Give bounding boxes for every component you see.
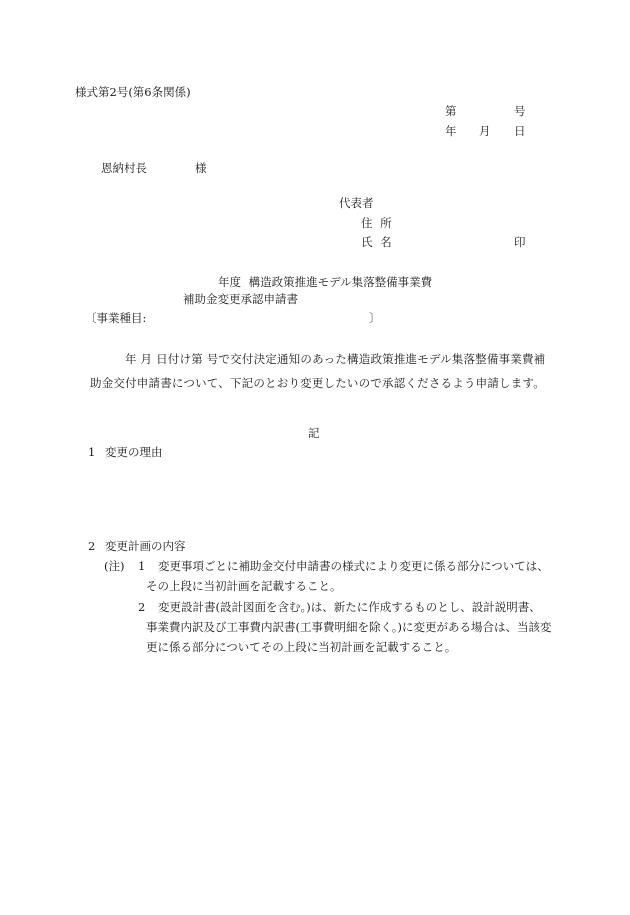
addressee-name: 恩納村長 [101,161,147,175]
project-type-close: 〕 [369,311,381,325]
note-2-number: 2 [138,600,146,614]
date-day: 日 [514,124,526,138]
ref-go: 号 [514,104,526,118]
name-label: 氏 名 [361,235,392,249]
ki-mark: 記 [308,426,320,440]
body-paragraph: 年 月 日付け第 号で交付決定通知のあった構造政策推進モデル集落整備事業費補助金交付申請書について、下記のとおり変更したいので承認くださるよう申請します。 [90,352,546,390]
note-1-number: 1 [138,559,146,573]
document-title-line2: 補助金変更承認申請書 [183,292,298,306]
section-change-reason: 1 変更の理由 [88,445,163,459]
representative-label: 代表者 [339,196,374,210]
form-number: 様式第2号(第6条関係) [75,85,191,99]
ref-dai: 第 [445,104,457,118]
addressee-honorific: 様 [195,161,207,175]
section-change-plan: 2 変更計画の内容 [88,539,186,553]
notes-label: (注) [104,559,125,573]
note-1-text: 変更事項ごとに補助金交付申請書の様式により変更に係る部分については、その上段に当初計画を記載すること。 [146,559,549,593]
address-label: 住 所 [361,216,392,230]
date-year: 年 [445,124,457,138]
note-2-text: 変更設計書(設計図面を含む。)は、新たに作成するものとし、設計説明書、事業費内訳及び工事費内訳書(工事費明細を除く。)に変更がある場合は、当該変更に係る部分についてその上段に当初計画を記載すること。 [146,600,552,654]
seal-mark: 印 [514,235,526,249]
date-month: 月 [479,124,491,138]
project-type-label: 〔事業種目: [85,311,147,325]
document-title-line1: 年度 構造政策推進モデル集落整備事業費 [218,275,433,289]
